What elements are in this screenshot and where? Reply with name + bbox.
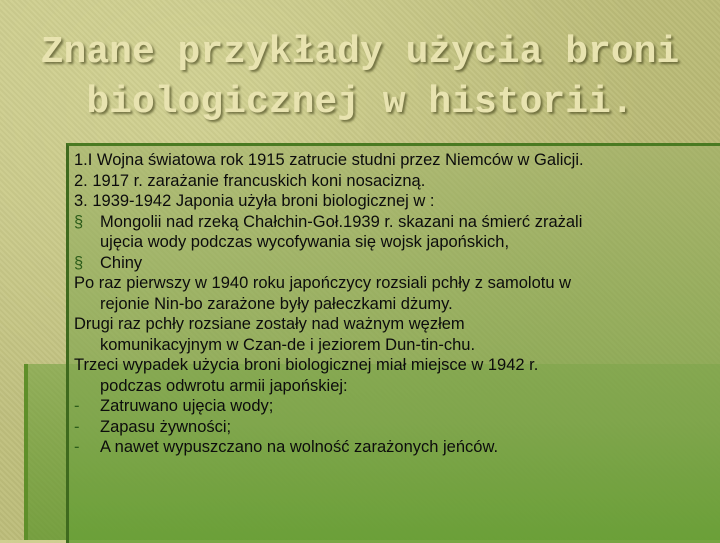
section-bullet-icon: § [74,253,84,272]
title-line-1: Znane przykłady użycia broni [40,31,680,74]
slide-title [0,28,720,128]
slide-body [74,150,714,458]
decorative-left-bar [24,364,28,540]
dash-text: A nawet wypuszczano na wolność zarażonych jeńców. [100,438,499,456]
paragraph-1-line-1: Po raz pierwszy w 1940 roku japończycy rozsiali pchły z samolotu w [74,274,572,292]
dash-item-3 [74,437,714,458]
dash-text: Zatruwano ujęcia wody; [100,397,274,415]
bullet-item-mongolia [74,212,714,233]
dash-text: Zapasu żywności; [100,417,232,436]
paragraph-3-line-1: Trzeci wypadek użycia broni biologicznej miał miejsce w 1942 r. [74,356,539,374]
list-line-2: 2. 1917 r. zarażanie francuskich koni nosacizną. [74,171,426,190]
bullet-text: Chiny [100,253,143,272]
list-line-3: 3. 1939-1942 Japonia użyła broni biologicznej w : [74,192,435,210]
bullet-item-mongolia-cont: ujęcia wody podczas wycofywania się wojsk japońskich, [100,233,510,251]
paragraph-1-line-2: rejonie Nin-bo zarażone były pałeczkami dżumy. [100,294,453,313]
title-line-2: biologicznej w historii. [86,81,634,124]
paragraph-2-line-2: komunikacyjnym w Czan-de i jeziorem Dun-tin-chu. [100,335,476,354]
dash-item-1 [74,396,714,417]
bullet-text: Mongolii nad rzeką Chałchin-Goł.1939 r. skazani na śmierć zrażali [100,212,583,231]
list-line-1: 1.I Wojna światowa rok 1915 zatrucie studni przez Niemców w Galicji. [74,151,584,169]
section-bullet-icon: § [74,212,84,231]
bullet-item-china [74,253,714,274]
dash-bullet-icon: - [74,438,80,456]
paragraph-3-line-2: podczas odwrotu armii japońskiej: [100,376,348,395]
dash-bullet-icon: - [74,397,80,415]
paragraph-2-line-1: Drugi raz pchły rozsiane zostały nad ważnym węzłem [74,315,465,333]
dash-item-2 [74,417,714,438]
dash-bullet-icon: - [74,417,80,436]
